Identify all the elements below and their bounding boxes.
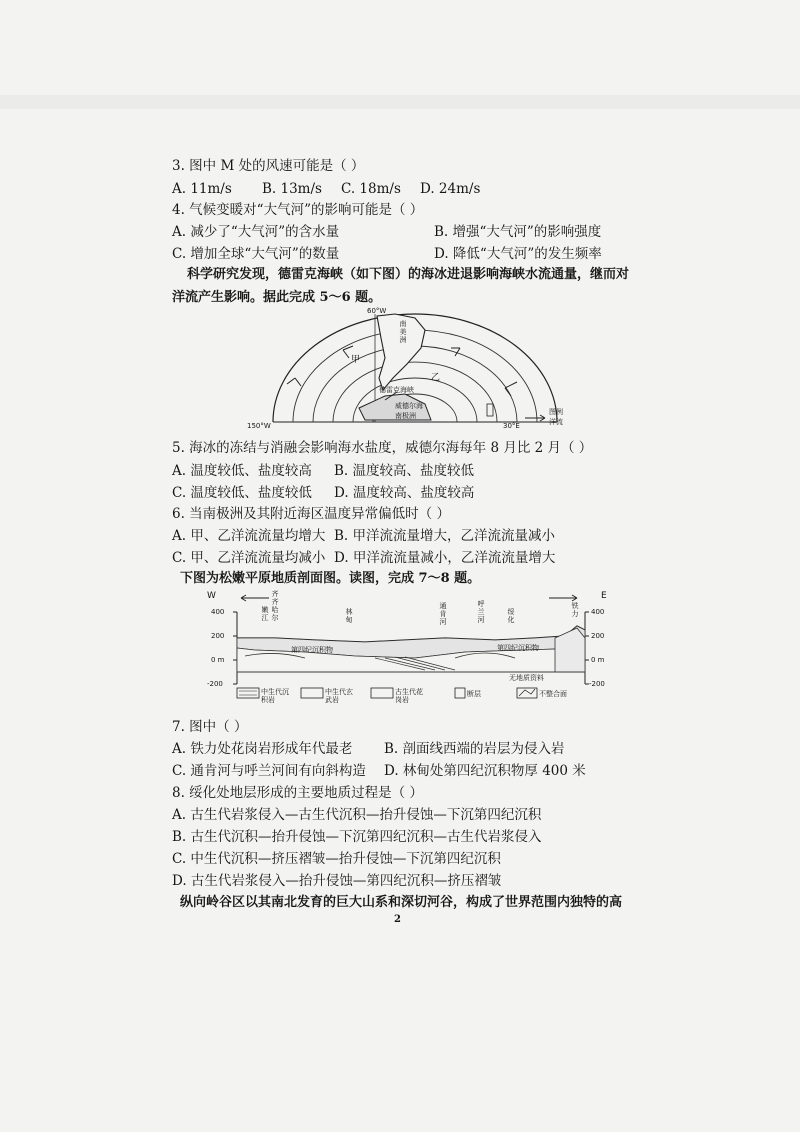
q7-option-a: A. 铁力处花岗岩形成年代最老	[172, 741, 353, 757]
map-label-150w: 150°W	[247, 422, 271, 430]
map-label-30e: 30°E	[503, 422, 520, 430]
section-place-qiqihar: 齐齐哈尔	[271, 590, 279, 622]
drake-passage-map	[247, 307, 575, 432]
section-ytick-neg200: -200	[207, 680, 223, 688]
map-legend-title: 图例	[549, 408, 563, 416]
section-place-nenjiang: 嫩江	[261, 606, 269, 622]
q5-option-b: B. 温度较高、盐度较低	[334, 463, 475, 479]
q6-stem: 6. 当南极洲及其附近海区温度异常偏低时（ ）	[172, 506, 450, 522]
closing-paragraph: 纵向岭谷区以其南北发育的巨大山系和深切河谷，构成了世界范围内独特的高	[180, 895, 623, 910]
section-place-hulan: 呼兰河	[477, 600, 485, 624]
section-legend-paleozoic-granite: 古生代花岗岩	[395, 688, 423, 704]
section-ytick-200: 200	[211, 632, 225, 640]
map-label-antarctica: 南极洲	[395, 412, 416, 420]
map-label-drake: 德雷克海峡	[379, 386, 414, 394]
section-ytick-400-right: 400	[591, 608, 605, 616]
section-ytick-0-right: 0 m	[591, 656, 605, 664]
section-place-tieli: 铁力	[571, 602, 579, 618]
section-ytick-neg200-right: -200	[589, 680, 605, 688]
map-label-south-america: 南美洲	[399, 320, 407, 344]
q3-option-c: C. 18m/s	[341, 181, 401, 197]
q6-option-b: B. 甲洋流流量增大，乙洋流流量减小	[334, 528, 556, 544]
map-label-yi: 乙	[431, 373, 441, 383]
q5-stem: 5. 海冰的冻结与消融会影响海水盐度，威德尔海每年 8 月比 2 月（ ）	[172, 440, 593, 456]
section-legend-fault: 断层	[467, 690, 481, 698]
section-place-tongken: 通肯河	[439, 602, 447, 626]
q6-option-d: D. 甲洋流流量减小，乙洋流流量增大	[334, 550, 556, 566]
q4-option-a: A. 减少了“大气河”的含水量	[172, 224, 340, 240]
intro-q7-8: 下图为松嫩平原地质剖面图。读图，完成 7～8 题。	[180, 571, 481, 586]
map-label-weddell: 威德尔海	[395, 402, 423, 410]
q8-stem: 8. 绥化处地层形成的主要地质过程是（ ）	[172, 785, 423, 801]
q8-option-d: D. 古生代岩浆侵入—抬升侵蚀—第四纪沉积—挤压褶皱	[172, 873, 502, 889]
q4-stem: 4. 气候变暖对“大气河”的影响可能是（ ）	[172, 202, 424, 218]
section-east: E	[601, 591, 607, 601]
section-legend-unconformity: 不整合面	[539, 690, 567, 698]
q3-option-d: D. 24m/s	[420, 181, 481, 197]
q8-option-b: B. 古生代沉积—抬升侵蚀—下沉第四纪沉积—古生代岩浆侵入	[172, 829, 542, 845]
section-place-lindian: 林甸	[345, 608, 353, 624]
q4-option-d: D. 降低“大气河”的发生频率	[434, 246, 602, 262]
q7-option-b: B. 剖面线西端的岩层为侵入岩	[384, 741, 565, 757]
section-legend-mesozoic-sedimentary: 中生代沉积岩	[261, 688, 289, 704]
section-quaternary-right: 第四纪沉积物	[497, 644, 539, 652]
q4-option-c: C. 增加全球“大气河”的数量	[172, 246, 340, 262]
geologic-section	[205, 588, 610, 712]
map-label-60w: 60°W	[367, 307, 387, 315]
section-west: W	[207, 591, 216, 601]
section-ytick-400: 400	[211, 608, 225, 616]
section-legend-mesozoic-basalt: 中生代玄武岩	[325, 688, 353, 704]
q3-option-a: A. 11m/s	[172, 181, 232, 197]
q7-option-d: D. 林甸处第四纪沉积物厚 400 米	[384, 763, 586, 779]
q7-stem: 7. 图中（ ）	[172, 719, 248, 735]
q3-stem: 3. 图中 M 处的风速可能是（ ）	[172, 158, 365, 174]
q8-option-a: A. 古生代岩浆侵入—古生代沉积—抬升侵蚀—下沉第四纪沉积	[172, 807, 542, 823]
intro-q5-6-line2: 洋流产生影响。据此完成 5～6 题。	[172, 290, 382, 305]
q5-option-c: C. 温度较低、盐度较低	[172, 485, 312, 501]
page-number: 2	[394, 914, 401, 925]
section-place-suihua: 绥化	[507, 608, 515, 624]
section-quaternary-left: 第四纪沉积物	[291, 646, 333, 654]
q6-option-a: A. 甲、乙洋流流量均增大	[172, 528, 326, 544]
section-ytick-0: 0 m	[211, 656, 225, 664]
section-ytick-200-right: 200	[591, 632, 605, 640]
q3-option-b: B. 13m/s	[262, 181, 322, 197]
intro-q5-6-line1: 科学研究发现，德雷克海峡（如下图）的海冰进退影响海峡水流通量，继而对	[187, 267, 630, 282]
q5-option-d: D. 温度较高、盐度较高	[334, 485, 475, 501]
q5-option-a: A. 温度较低、盐度较高	[172, 463, 312, 479]
scan-shadow	[0, 95, 800, 109]
map-legend-current: 洋流	[549, 418, 563, 426]
section-no-data: 无地质资料	[509, 674, 544, 682]
q7-option-c: C. 通肯河与呼兰河间有向斜构造	[172, 763, 366, 779]
q4-option-b: B. 增强“大气河”的影响强度	[434, 224, 602, 240]
map-label-jia: 甲	[351, 355, 361, 365]
q6-option-c: C. 甲、乙洋流流量均减小	[172, 550, 326, 566]
q8-option-c: C. 中生代沉积—挤压褶皱—抬升侵蚀—下沉第四纪沉积	[172, 851, 501, 867]
